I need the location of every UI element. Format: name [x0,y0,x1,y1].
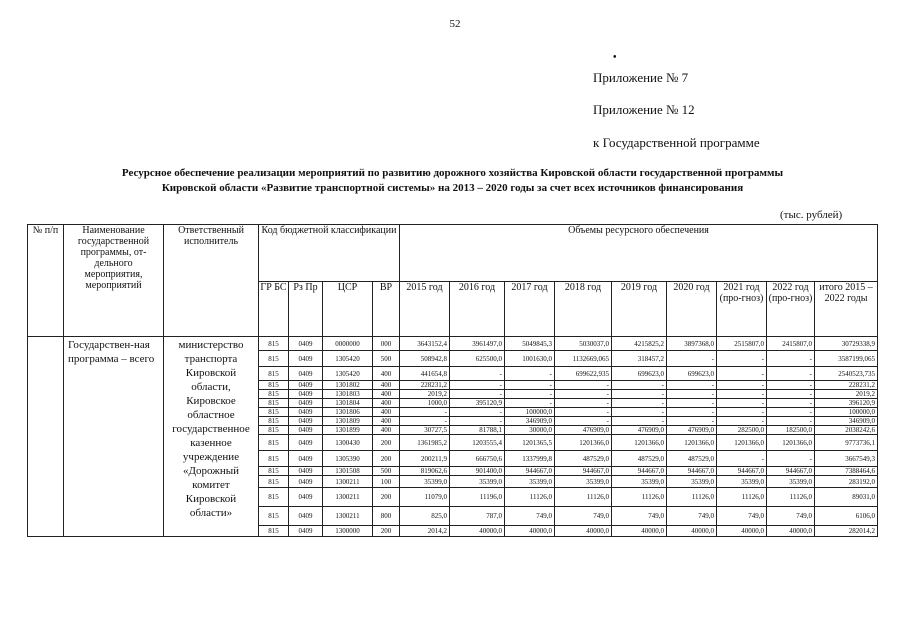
value-cell: 40000,0 [505,526,555,537]
code-cell: 815 [259,426,289,435]
value-cell: 40000,0 [612,526,667,537]
code-cell: 0409 [289,367,323,381]
code-cell: 400 [373,417,400,426]
code-cell: 400 [373,426,400,435]
title-line-1: Ресурсное обеспечение реализации мероприятий по развитию дорожного хозяйства Кировской области государственной программы [121,167,784,179]
code-cell: 200 [373,451,400,467]
value-cell: 476909,0 [667,426,717,435]
code-cell: 0409 [289,451,323,467]
code-cell: 800 [373,507,400,526]
value-cell: 2038242,6 [815,426,878,435]
document-title [40,166,865,196]
value-cell: 944667,0 [667,467,717,476]
value-cell: - [767,367,815,381]
value-cell: - [667,351,717,367]
value-cell: - [717,381,767,390]
value-cell: 3587199,065 [815,351,878,367]
value-cell: 228231,2 [400,381,450,390]
dot-mark: • [613,52,617,63]
header-num: № п/п [28,225,64,337]
value-cell: - [767,408,815,417]
value-cell: 11126,0 [612,488,667,507]
program-name-cell: Государствен-ная программа – всего [64,337,164,537]
value-cell: 89031,0 [815,488,878,507]
value-cell: 100000,0 [505,408,555,417]
code-cell: 0409 [289,408,323,417]
code-cell: 400 [373,390,400,399]
value-cell: 699622,935 [555,367,612,381]
value-cell: 5030037,0 [555,337,612,351]
value-cell: - [667,390,717,399]
value-cell: 11126,0 [505,488,555,507]
value-cell: - [450,381,505,390]
value-cell: 2540523,735 [815,367,878,381]
value-cell: - [505,381,555,390]
table-row [28,337,878,351]
value-cell: 5049845,3 [505,337,555,351]
value-cell: - [555,381,612,390]
value-cell: 1001630,0 [505,351,555,367]
value-cell: 487529,0 [555,451,612,467]
value-cell: 1000,0 [400,399,450,408]
code-cell: 0409 [289,351,323,367]
value-cell: 3897368,0 [667,337,717,351]
header-name: Наименование государственной программы, от-дельного мероприятия, мероприятий [64,225,164,337]
value-cell: 11126,0 [555,488,612,507]
value-cell: - [767,351,815,367]
value-cell: 395120,9 [450,399,505,408]
value-cell: 944667,0 [505,467,555,476]
code-cell: 1300000 [323,526,373,537]
value-cell: 283192,0 [815,476,878,488]
code-cell: 815 [259,488,289,507]
header-rzpr: Рз Пр [289,282,323,337]
value-cell: 35399,0 [667,476,717,488]
value-cell: - [505,367,555,381]
value-cell: 11079,0 [400,488,450,507]
value-cell: 35399,0 [505,476,555,488]
header-2022: 2022 год (про-гноз) [767,282,815,337]
value-cell: 30000,0 [505,426,555,435]
header-2017: 2017 год [505,282,555,337]
code-cell: 200 [373,488,400,507]
code-cell: 0000000 [323,337,373,351]
value-cell: - [667,417,717,426]
value-cell: 40000,0 [667,526,717,537]
value-cell: 1203555,4 [450,435,505,451]
value-cell: 40000,0 [717,526,767,537]
value-cell: - [667,408,717,417]
value-cell: 4215825,2 [612,337,667,351]
value-cell: - [450,367,505,381]
table-body [28,337,878,537]
value-cell: 749,0 [555,507,612,526]
value-cell: - [717,390,767,399]
code-cell: 1301806 [323,408,373,417]
code-cell: 500 [373,467,400,476]
value-cell: 30727,5 [400,426,450,435]
header-volumes: Объемы ресурсного обеспечения [400,225,878,282]
value-cell: 282500,0 [717,426,767,435]
value-cell: - [717,408,767,417]
code-cell: 0409 [289,467,323,476]
value-cell: - [717,399,767,408]
value-cell: - [555,399,612,408]
value-cell: - [505,390,555,399]
value-cell: - [767,381,815,390]
code-cell: 0409 [289,476,323,488]
value-cell: 1361985,2 [400,435,450,451]
code-cell: 400 [373,399,400,408]
value-cell: 1132669,065 [555,351,612,367]
value-cell: 1201366,0 [555,435,612,451]
code-cell: 815 [259,526,289,537]
value-cell: 3961497,0 [450,337,505,351]
value-cell: - [400,408,450,417]
value-cell: 749,0 [612,507,667,526]
value-cell: - [450,408,505,417]
header-2018: 2018 год [555,282,612,337]
value-cell: 346909,0 [815,417,878,426]
value-cell: - [612,417,667,426]
code-cell: 0409 [289,381,323,390]
value-cell: 35399,0 [555,476,612,488]
executor-cell: министерство транспорта Кировской области, Кировское областное государственное казенное учреждение «Дорожный комитет Кировской области» [164,337,259,537]
value-cell: 787,0 [450,507,505,526]
value-cell: 81788,1 [450,426,505,435]
value-cell: - [767,451,815,467]
value-cell: 1201366,0 [612,435,667,451]
code-cell: 815 [259,390,289,399]
value-cell: - [717,351,767,367]
code-cell: 1301508 [323,467,373,476]
value-cell: - [400,417,450,426]
header-2020: 2020 год [667,282,717,337]
code-cell: 815 [259,381,289,390]
code-cell: 815 [259,451,289,467]
value-cell: 40000,0 [767,526,815,537]
value-cell: 346909,0 [505,417,555,426]
code-cell: 0409 [289,417,323,426]
value-cell: 35399,0 [612,476,667,488]
value-cell: 944667,0 [767,467,815,476]
page-number: 52 [449,18,461,30]
value-cell: - [667,399,717,408]
value-cell: - [505,399,555,408]
value-cell: 699623,0 [667,367,717,381]
value-cell: 2019,2 [815,390,878,399]
value-cell: 819062,6 [400,467,450,476]
value-cell: 11196,0 [450,488,505,507]
value-cell: 944667,0 [717,467,767,476]
code-cell: 1301803 [323,390,373,399]
code-cell: 815 [259,417,289,426]
value-cell: 396120,9 [815,399,878,408]
value-cell: 282014,2 [815,526,878,537]
header-2015: 2015 год [400,282,450,337]
value-cell: 749,0 [717,507,767,526]
value-cell: 11126,0 [767,488,815,507]
header-2016: 2016 год [450,282,505,337]
value-cell: - [667,381,717,390]
value-cell: 100000,0 [815,408,878,417]
value-cell: 487529,0 [667,451,717,467]
appendix-line-3: к Государственной программе [593,135,760,150]
code-cell: 0409 [289,337,323,351]
value-cell: 666750,6 [450,451,505,467]
header-vr: ВР [373,282,400,337]
code-cell: 815 [259,367,289,381]
value-cell: 318457,2 [612,351,667,367]
code-cell: 500 [373,351,400,367]
value-cell: 901400,0 [450,467,505,476]
value-cell: 625500,0 [450,351,505,367]
code-cell: 815 [259,476,289,488]
value-cell: 2014,2 [400,526,450,537]
code-cell: 1301899 [323,426,373,435]
value-cell: - [612,399,667,408]
row-number-cell [28,337,64,537]
code-cell: 100 [373,476,400,488]
value-cell: - [612,381,667,390]
header-budget-code: Код бюджетной классификации [259,225,400,282]
value-cell: 7388464,6 [815,467,878,476]
code-cell: 1301809 [323,417,373,426]
value-cell: 6106,0 [815,507,878,526]
code-cell: 1300211 [323,476,373,488]
code-cell: 815 [259,467,289,476]
value-cell: - [767,417,815,426]
value-cell: - [612,408,667,417]
value-cell: 11126,0 [667,488,717,507]
value-cell: 1201366,0 [767,435,815,451]
value-cell: 9773736,1 [815,435,878,451]
value-cell: - [555,408,612,417]
code-cell: 815 [259,435,289,451]
header-2019: 2019 год [612,282,667,337]
code-cell: 0409 [289,399,323,408]
header-grbs: ГР БС [259,282,289,337]
value-cell: 1201365,5 [505,435,555,451]
value-cell: 749,0 [667,507,717,526]
code-cell: 1300211 [323,488,373,507]
resource-table [27,224,878,537]
appendix-line-1: Приложение № 7 [593,70,689,85]
value-cell: - [717,367,767,381]
code-cell: 815 [259,337,289,351]
header-2021: 2021 год (про-гноз) [717,282,767,337]
value-cell: 2019,2 [400,390,450,399]
code-cell: 815 [259,507,289,526]
value-cell: 35399,0 [767,476,815,488]
value-cell: 35399,0 [450,476,505,488]
code-cell: 1300211 [323,507,373,526]
code-cell: 1301804 [323,399,373,408]
value-cell: 1337999,8 [505,451,555,467]
value-cell: 487529,0 [612,451,667,467]
code-cell: 0409 [289,435,323,451]
value-cell: - [717,451,767,467]
value-cell: 699623,0 [612,367,667,381]
value-cell: 508942,8 [400,351,450,367]
code-cell: 200 [373,526,400,537]
value-cell: - [450,417,505,426]
value-cell: 476909,0 [555,426,612,435]
code-cell: 1301802 [323,381,373,390]
value-cell: 2515807,0 [717,337,767,351]
value-cell: 944667,0 [612,467,667,476]
value-cell: 441654,8 [400,367,450,381]
code-cell: 1300430 [323,435,373,451]
appendix-line-2: Приложение № 12 [593,102,695,117]
value-cell: - [450,390,505,399]
code-cell: 1305420 [323,351,373,367]
code-cell: 0409 [289,507,323,526]
code-cell: 000 [373,337,400,351]
value-cell: 825,0 [400,507,450,526]
value-cell: 11126,0 [717,488,767,507]
value-cell: 30729338,9 [815,337,878,351]
value-cell: 749,0 [767,507,815,526]
value-cell: 200211,9 [400,451,450,467]
header-executor: Ответственный исполнитель [164,225,259,337]
value-cell: - [612,390,667,399]
value-cell: 228231,2 [815,381,878,390]
code-cell: 0409 [289,426,323,435]
value-cell: 1201366,0 [717,435,767,451]
value-cell: 2415807,0 [767,337,815,351]
value-cell: 40000,0 [555,526,612,537]
value-cell: 182500,0 [767,426,815,435]
value-cell: 944667,0 [555,467,612,476]
unit-label: (тыс. рублей) [780,209,843,221]
code-cell: 0409 [289,488,323,507]
header-total: итого 2015 – 2022 годы [815,282,878,337]
code-cell: 815 [259,351,289,367]
value-cell: 476909,0 [612,426,667,435]
value-cell: - [555,390,612,399]
code-cell: 200 [373,435,400,451]
code-cell: 0409 [289,526,323,537]
value-cell: 35399,0 [717,476,767,488]
code-cell: 400 [373,408,400,417]
header-csr: ЦСР [323,282,373,337]
value-cell: 3667549,3 [815,451,878,467]
code-cell: 0409 [289,390,323,399]
title-line-2: Кировской области «Развитие транспортной системы» на 2013 – 2020 годы за счет всех источников финансирования [161,182,744,194]
value-cell: - [767,390,815,399]
value-cell: - [555,417,612,426]
value-cell: 749,0 [505,507,555,526]
code-cell: 400 [373,367,400,381]
value-cell: 40000,0 [450,526,505,537]
code-cell: 815 [259,399,289,408]
value-cell: - [717,417,767,426]
code-cell: 400 [373,381,400,390]
value-cell: - [767,399,815,408]
value-cell: 1201366,0 [667,435,717,451]
code-cell: 1305420 [323,367,373,381]
code-cell: 815 [259,408,289,417]
code-cell: 1305390 [323,451,373,467]
value-cell: 35399,0 [400,476,450,488]
value-cell: 3643152,4 [400,337,450,351]
